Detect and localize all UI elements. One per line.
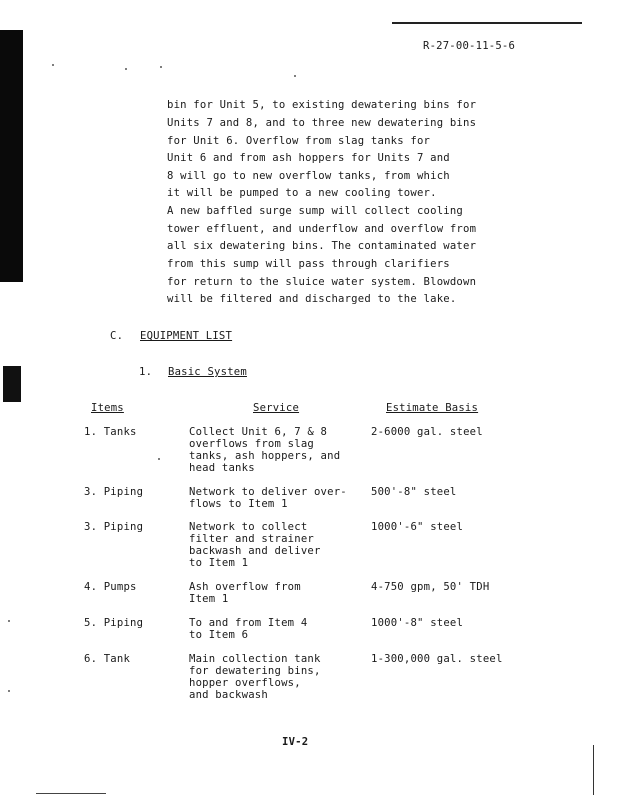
paragraph-line: for return to the sluice water system. Blowdown <box>167 276 477 288</box>
table-row-service: flows to Item 1 <box>189 498 288 510</box>
table-row-basis: 2-6000 gal. steel <box>371 426 483 438</box>
scan-speck <box>160 66 162 68</box>
table-row-basis: 500'-8" steel <box>371 486 457 498</box>
paragraph-line: from this sump will pass through clarifiers <box>167 258 450 270</box>
paragraph-line: Unit 6 and from ash hoppers for Units 7 and <box>167 152 450 164</box>
header-rule <box>392 22 582 24</box>
scan-speck <box>8 690 10 692</box>
subsection-title: Basic System <box>168 366 247 378</box>
scan-speck <box>52 64 54 66</box>
table-row-service: head tanks <box>189 462 255 474</box>
footer-rule <box>36 793 106 794</box>
column-header-items: Items <box>91 402 124 414</box>
table-row-item: 5. Piping <box>84 617 144 629</box>
subsection-number: 1. <box>139 366 153 378</box>
table-row-service: backwash and deliver <box>189 545 321 557</box>
paragraph-line: it will be pumped to a new cooling tower. <box>167 187 437 199</box>
table-row-service: Collect Unit 6, 7 & 8 <box>189 426 328 438</box>
table-row-service: filter and strainer <box>189 533 314 545</box>
table-row-item: 6. Tank <box>84 653 131 665</box>
table-row-service: overflows from slag <box>189 438 314 450</box>
table-row-service: to Item 6 <box>189 629 249 641</box>
table-row-service: hopper overflows, <box>189 677 301 689</box>
scan-speck <box>125 68 127 70</box>
scan-speck <box>294 75 296 77</box>
table-row-service: tanks, ash hoppers, and <box>189 450 341 462</box>
paragraph-line: will be filtered and discharged to the lake. <box>167 293 457 305</box>
paragraph-line: all six dewatering bins. The contaminated water <box>167 240 477 252</box>
table-row-item: 3. Piping <box>84 486 144 498</box>
paragraph-line: 8 will go to new overflow tanks, from which <box>167 170 450 182</box>
table-row-service: Ash overflow from <box>189 581 301 593</box>
paragraph-line: tower effluent, and underflow and overflow from <box>167 223 477 235</box>
table-row-service: Network to deliver over- <box>189 486 347 498</box>
paragraph-line: bin for Unit 5, to existing dewatering bins for <box>167 99 477 111</box>
table-row-service: for dewatering bins, <box>189 665 321 677</box>
section-letter: C. <box>110 330 124 342</box>
table-row-service: Item 1 <box>189 593 229 605</box>
column-header-basis: Estimate Basis <box>386 402 479 414</box>
table-row-basis: 1000'-8" steel <box>371 617 464 629</box>
table-row-basis: 1000'-6" steel <box>371 521 464 533</box>
table-row-service: To and from Item 4 <box>189 617 308 629</box>
table-row-service: and backwash <box>189 689 268 701</box>
table-row-item: 3. Piping <box>84 521 144 533</box>
table-row-item: 1. Tanks <box>84 426 137 438</box>
margin-rule <box>593 745 594 795</box>
document-reference: R-27-00-11-5-6 <box>423 40 516 52</box>
scan-speck <box>158 458 160 460</box>
paragraph-line: A new baffled surge sump will collect cooling <box>167 205 464 217</box>
scan-speck <box>8 620 10 622</box>
table-row-item: 4. Pumps <box>84 581 137 593</box>
paragraph-line: Units 7 and 8, and to three new dewatering bins <box>167 117 477 129</box>
table-row-basis: 1-300,000 gal. steel <box>371 653 503 665</box>
scan-edge-shadow <box>0 30 23 282</box>
table-row-basis: 4-750 gpm, 50' TDH <box>371 581 490 593</box>
section-title: EQUIPMENT LIST <box>140 330 233 342</box>
scan-edge-shadow <box>3 366 21 402</box>
paragraph-line: for Unit 6. Overflow from slag tanks for <box>167 135 431 147</box>
page-number: IV-2 <box>282 736 309 748</box>
column-header-service: Service <box>253 402 300 414</box>
table-row-service: Network to collect <box>189 521 308 533</box>
table-row-service: Main collection tank <box>189 653 321 665</box>
table-row-service: to Item 1 <box>189 557 249 569</box>
